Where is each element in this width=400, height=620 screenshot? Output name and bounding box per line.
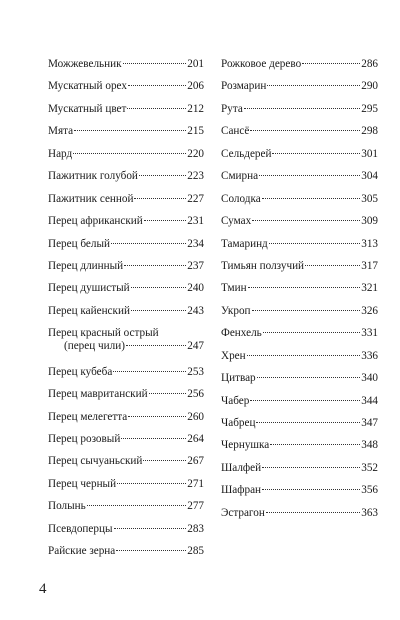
toc-entry-page: 234 [187,237,204,250]
dot-leader [134,198,186,199]
toc-entry-title: Пажитник голубой [48,170,138,183]
toc-entry-page: 295 [361,102,378,115]
toc-entry-page: 283 [187,522,204,535]
toc-entry-title: Перец сычуаньский [48,455,143,468]
toc-entry-title: Перец душистый [48,282,130,295]
toc-entry-title: Перец мавританский [48,388,148,401]
dot-leader [127,108,186,109]
dot-leader [128,85,186,86]
toc-entry-page: 277 [187,500,204,513]
toc-entry-page: 253 [187,365,204,378]
toc-entry-title: Перец белый [48,237,110,250]
toc-entry-title: Чернушка [221,439,270,452]
toc-entry [48,58,204,80]
toc-entry-title: Фенхель [221,327,262,340]
toc-entry-title-cont: (перец чили) [64,340,125,353]
dot-leader [257,377,361,378]
toc-entry [221,148,378,170]
dot-leader [124,265,186,266]
toc-entry [48,478,204,500]
dot-leader [128,416,186,417]
toc-entry [48,366,204,388]
toc-entry-page: 264 [187,432,204,445]
toc-entry [48,500,204,522]
toc-entry [48,148,204,170]
dot-leader [113,371,186,372]
dot-leader [262,489,360,490]
toc-entry [48,433,204,455]
toc-entry [48,238,204,260]
dot-leader [305,265,360,266]
toc-entry-page: 305 [361,192,378,205]
toc-entry-title: Мускатный цвет [48,102,127,115]
toc-entry-page: 301 [361,147,378,160]
toc-entry-page: 356 [361,484,378,497]
dot-leader [269,243,360,244]
dot-leader [266,512,360,513]
toc-entry-continuation [48,340,204,353]
toc-entry-page: 212 [187,102,204,115]
toc-entry-title: Сельдерей [221,147,272,160]
dot-leader [143,460,186,461]
toc-entry-page: 237 [187,259,204,272]
dot-leader [244,108,360,109]
toc-column-right [221,58,378,529]
toc-entry-page: 363 [361,506,378,519]
dot-leader [87,505,187,506]
toc-entry [48,125,204,147]
toc-entry-title: Перец красный острый [48,327,159,340]
toc-entry [48,411,204,433]
toc-entry-page: 215 [187,125,204,138]
toc-entry [221,327,378,349]
dot-leader [126,345,186,346]
toc-entry-page: 317 [361,259,378,272]
toc-entry-page: 260 [187,410,204,423]
dot-leader [252,310,361,311]
dot-leader [149,393,187,394]
toc-entry-title: Укроп [221,304,251,317]
toc-entry-title: Чабрец [221,417,256,429]
toc-entry-page: 267 [187,455,204,468]
toc-entry [48,545,204,567]
toc-entry-page: 247 [187,340,204,353]
toc-entry [221,507,378,529]
toc-entry-title: Хрен [221,349,246,362]
toc-entry-title: Перец длинный [48,259,124,272]
toc-entry-page: 298 [361,125,378,138]
toc-entry-page: 344 [361,394,378,407]
toc-entry-title: Шафран [221,484,262,497]
toc-entry-title: Райские зерна [48,545,116,558]
toc-entry-title: Пажитник сенной [48,192,134,205]
toc-entry-page: 227 [187,192,204,205]
toc-entry-page: 285 [187,545,204,558]
toc-entry [221,170,378,192]
toc-entry-title: Перец кайенский [48,304,130,317]
toc-entry [221,372,378,394]
dot-leader [116,550,186,551]
toc-entry-title: Мускатный орех [48,80,127,93]
dot-leader [262,198,361,199]
dot-leader [262,467,360,468]
toc-entry [48,523,204,545]
toc-entry [48,282,204,304]
toc-entry [221,58,378,80]
dot-leader [250,130,360,131]
toc-entry-page: 243 [187,304,204,317]
toc-entry-page: 220 [187,147,204,160]
toc-entry-page: 331 [361,327,378,340]
dot-leader [139,175,186,176]
toc-entry-title: Рута [221,102,243,115]
toc-entry [48,388,204,410]
toc-entry [221,260,378,282]
dot-leader [131,310,186,311]
toc-entry [48,327,204,365]
toc-entry-title: Розмарин [221,80,267,93]
page-number: 4 [39,581,47,597]
toc-entry [221,125,378,147]
toc-entry-page: 309 [361,215,378,228]
toc-entry-title: Шалфей [221,461,262,474]
dot-leader [121,438,186,439]
toc-entry [221,395,378,417]
dot-leader [252,220,360,221]
toc-entry-page: 256 [187,388,204,401]
toc-entry-title: Эстрагон [221,506,265,519]
toc-entry-title: Цитвар [221,372,256,385]
dot-leader [144,220,186,221]
dot-leader [263,332,360,333]
toc-entry-page: 271 [187,477,204,490]
toc-entry [221,462,378,484]
toc-entry [48,455,204,477]
toc-entry-page: 231 [187,215,204,228]
toc-entry-page: 286 [361,58,378,70]
toc-entry-title: Перец кубеба [48,365,113,378]
toc-entry-page: 348 [361,439,378,452]
toc-entry-title: Тмин [221,282,247,295]
toc-entry-title: Перец африканский [48,215,143,228]
toc-entry [221,350,378,372]
dot-leader [123,63,187,64]
toc-entry [221,282,378,304]
toc-entry [48,215,204,237]
toc-entry-title: Тамаринд [221,237,268,250]
toc-entry-title: Перец черный [48,477,117,490]
dot-leader [267,85,360,86]
toc-entry-title: Тимьян ползучий [221,259,305,272]
toc-entry [48,103,204,125]
toc-entry-page: 201 [187,58,204,70]
dot-leader [111,243,186,244]
toc-entry [221,484,378,506]
dot-leader [74,130,186,131]
toc-entry-title: Мята [48,125,74,138]
dot-leader [259,175,360,176]
dot-leader [250,400,360,401]
toc-entry-title: Псевдоперцы [48,522,113,535]
toc-entry [221,305,378,327]
toc-entry-title: Смирна [221,170,259,183]
toc-entry-page: 290 [361,80,378,93]
toc-entry-page: 206 [187,80,204,93]
toc-entry-title: Рожковое дерево [221,58,302,70]
toc-entry [221,417,378,439]
toc-entry [48,305,204,327]
toc-column-left [48,58,204,568]
toc-entry-title: Сумах [221,215,252,228]
toc-entry-page: 313 [361,237,378,250]
dot-leader [256,422,360,423]
dot-leader [248,287,361,288]
dot-leader [131,287,187,288]
toc-entry-page: 304 [361,170,378,183]
toc-entry [48,260,204,282]
dot-leader [114,528,187,529]
toc-entry-title: Перец розовый [48,432,121,445]
toc-entry [48,170,204,192]
toc-entry [221,439,378,461]
toc-entry-page: 223 [187,170,204,183]
toc-entry-title: Солодка [221,192,261,205]
dot-leader [117,483,186,484]
toc-entry [221,80,378,102]
dot-leader [302,63,360,64]
toc-entry-title: Нард [48,147,73,160]
toc-entry-page: 321 [361,282,378,295]
toc-entry-title: Можжевельник [48,58,122,70]
toc-entry [221,193,378,215]
toc-entry-title: Полынь [48,500,86,513]
toc-entry [221,103,378,125]
toc-entry-page: 340 [361,372,378,385]
toc-entry-page: 326 [361,304,378,317]
dot-leader [73,153,186,154]
toc-entry-title: Сансё [221,125,250,138]
toc-entry-title: Перец мелегетта [48,410,128,423]
toc-entry [48,80,204,102]
toc-entry-page: 352 [361,461,378,474]
toc-entry-page: 347 [361,417,378,429]
toc-entry [48,193,204,215]
toc-entry [221,215,378,237]
dot-leader [247,355,361,356]
toc-entry-page: 240 [187,282,204,295]
toc-entry-page: 336 [361,349,378,362]
toc-entry [221,238,378,260]
dot-leader [272,153,360,154]
toc-entry-title: Чабер [221,394,250,407]
dot-leader [270,444,360,445]
